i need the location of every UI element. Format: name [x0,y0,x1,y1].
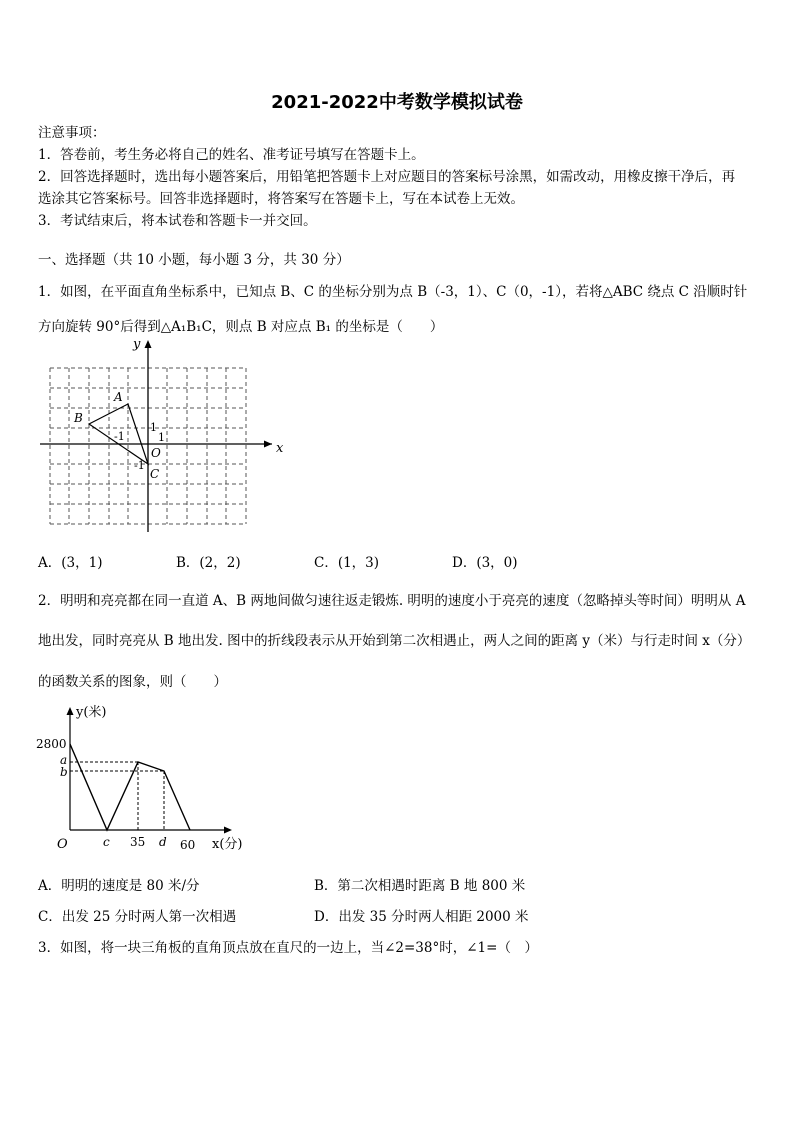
notice-heading: 注意事项： [38,125,106,141]
x-tick-35: 35 [130,835,146,849]
question-2-figure [34,700,274,858]
tick-y-1: 1 [150,421,157,434]
option-c: C．(1，3) [314,555,380,571]
question-1-text: 1．如图，在平面直角坐标系中，已知点 B、C 的坐标分别为点 B（-3，1）、C（0，-1），若将△ABC 绕点 C 沿顺时针 [38,284,748,300]
option-a: A．明明的速度是 80 米/分 [38,878,200,894]
question-2-text: 的函数关系的图象，则（ ） [38,674,227,690]
question-3-text: 3．如图，将一块三角板的直角顶点放在直尺的一边上，当∠2=38°时，∠1=（ ） [38,940,538,956]
x-axis-arrow [224,827,232,834]
tick-x-minus-1: -1 [114,430,125,443]
section-heading: 一、选择题（共 10 小题，每小题 3 分，共 30 分） [38,252,350,268]
point-b-label: B [74,411,83,425]
y-tick-a: a [60,753,68,767]
origin-label: O [151,446,161,460]
guide-lines [70,762,164,830]
notice-item: 2．回答选择题时，选出每小题答案后，用铅笔把答题卡上对应题目的答案标号涂黑，如需改动，用橡皮擦干净后，再 [38,169,736,185]
option-d: D．(3，0) [452,555,518,571]
notice-item: 1．答卷前，考生务必将自己的姓名、准考证号填写在答题卡上。 [38,147,425,163]
option-d: D．出发 35 分时两人相距 2000 米 [314,909,529,925]
y-tick-2800: 2800 [36,737,67,751]
y-axis-label: y(米) [76,705,107,720]
x-axis-label: x(分) [212,837,243,852]
point-a-label: A [114,390,123,404]
question-2-text: 地出发，同时亮亮从 B 地出发. 图中的折线段表示从开始到第二次相遇止，两人之间的距离 y（米）与行走时间 x（分） [38,633,751,649]
question-2-text: 2．明明和亮亮都在同一直道 A、B 两地间做匀速往返走锻炼. 明明的速度小于亮亮的速度（忽略掉头等时间）明明从 A [38,593,746,609]
notice-item: 3．考试结束后，将本试卷和答题卡一并交回。 [38,213,317,229]
question-1-text: 方向旋转 90°后得到△A₁B₁C，则点 B 对应点 B₁ 的坐标是（ ） [38,319,444,335]
origin-label: O [57,837,68,852]
x-axis-label: x [276,441,284,456]
x-axis-arrow [264,441,272,448]
notice-item: 选涂其它答案标号。回答非选择题时，将答案写在答题卡上，写在本试卷上无效。 [38,191,524,207]
tick-y-minus-1: -1 [134,459,145,472]
y-tick-b: b [60,765,68,779]
y-axis-arrow [145,340,152,348]
x-tick-c: c [103,835,110,849]
x-tick-60: 60 [180,838,196,852]
option-a: A．(3，1) [38,555,103,571]
point-c-label: C [150,467,160,481]
option-c: C．出发 25 分时两人第一次相遇 [38,909,237,925]
option-b: B．(2，2) [176,555,241,571]
y-axis-arrow [67,707,74,715]
x-tick-d: d [159,835,167,849]
tick-x-1: 1 [158,431,165,444]
distance-polyline [70,744,190,830]
option-b: B．第二次相遇时距离 B 地 800 米 [314,878,526,894]
page-title: 2021-2022中考数学模拟试卷 [271,92,523,113]
question-1-figure [36,336,286,536]
y-axis-label: y [133,337,141,352]
